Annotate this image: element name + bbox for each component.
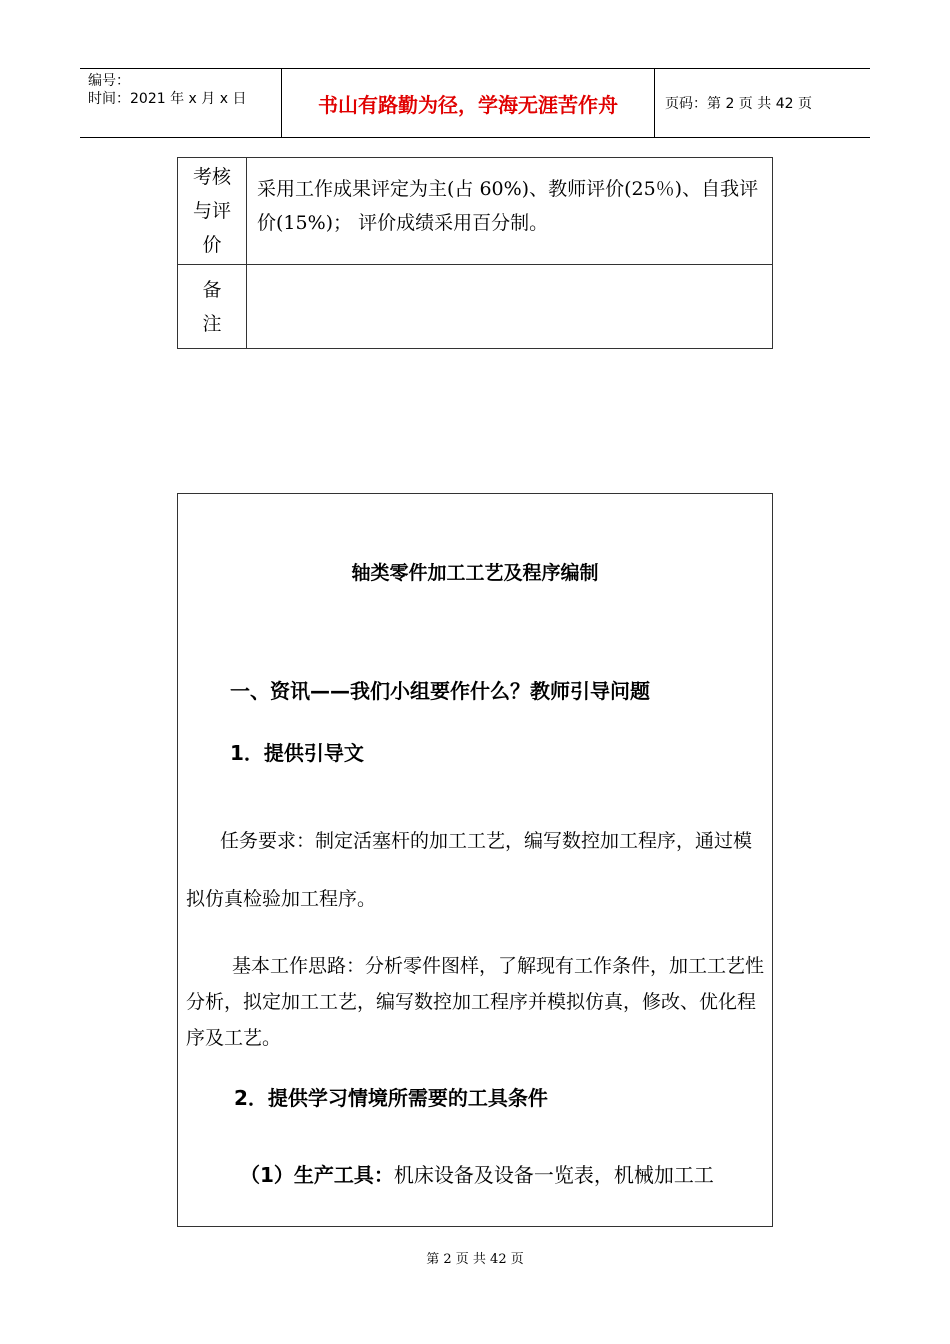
production-tools-label: （1）生产工具： xyxy=(240,1163,394,1187)
remark-label-text: 备注 xyxy=(202,278,222,335)
heading-tool-conditions: 2．提供学习情境所需要的工具条件 xyxy=(234,1086,548,1110)
task-requirement: 任务要求：制定活塞杆的加工工艺，编写数控加工程序，通过模拟仿真检验加工程序。 xyxy=(186,830,753,910)
header-meta xyxy=(80,69,282,137)
production-tools-item xyxy=(240,1159,714,1188)
content-box xyxy=(177,493,773,1227)
page-header xyxy=(80,68,870,138)
row-content-assessment: 采用工作成果评定为主(占 60%)、教师评价(25％)、自我评价(15%)； 评价成绩采用百分制。 xyxy=(247,158,773,265)
heading-info: 一、资讯——我们小组要作什么？教师引导问题 xyxy=(230,679,650,703)
time-label: 时间：2021 年 x 月 x 日 xyxy=(88,91,247,107)
row-label-remark xyxy=(178,265,247,349)
header-motto-cell xyxy=(282,69,655,137)
motto: 书山有路勤为径，学海无涯苦作舟 xyxy=(318,92,618,117)
production-tools-text: 机床设备及设备一览表，机械加工工 xyxy=(393,1163,714,1187)
table-row xyxy=(178,265,773,349)
page-footer: 第 2 页 共 42 页 xyxy=(426,1252,524,1267)
work-idea: 基本工作思路：分析零件图样，了解现有工作条件，加工工艺性分析，拟定加工工艺，编写数控加工程序并模拟仿真，修改、优化程序及工艺。 xyxy=(186,955,765,1049)
assessment-table xyxy=(177,157,773,349)
row-content-remark xyxy=(247,265,773,349)
page-info: 页码：第 2 页 共 42 页 xyxy=(665,96,812,112)
number-label: 编号： xyxy=(88,73,130,89)
row-label-assessment xyxy=(178,158,247,265)
table-row xyxy=(178,158,773,265)
assessment-label-text: 考核与评价 xyxy=(192,166,231,256)
section-title: 轴类零件加工工艺及程序编制 xyxy=(351,562,599,584)
heading-guide-text: 1．提供引导文 xyxy=(230,741,364,765)
